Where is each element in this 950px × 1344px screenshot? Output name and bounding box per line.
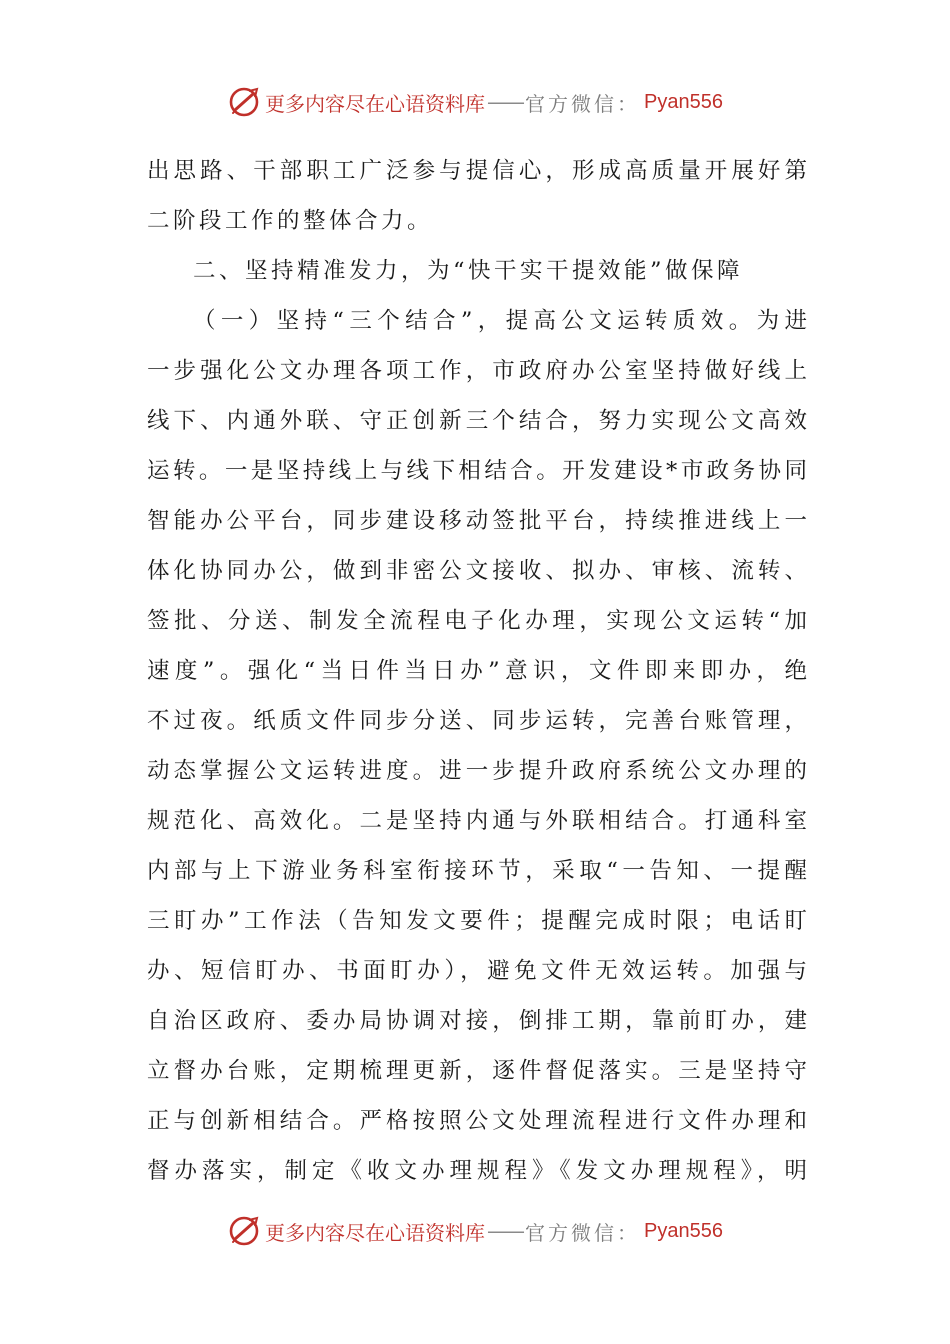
text-line-19: 立督办台账，定期梳理更新，逐件督促落实。三是坚持守 bbox=[147, 1058, 807, 1084]
text-line-15: 内部与上下游业务科室衔接环节，采取“一告知、一提醒 bbox=[147, 858, 807, 884]
text-line-13: 动态掌握公文运转进度。进一步提升政府系统公文办理的 bbox=[147, 758, 807, 784]
text-line-8: 智能办公平台，同步建设移动签批平台，持续推进线上一 bbox=[147, 508, 807, 534]
footer-dash: —— bbox=[487, 1219, 524, 1243]
header-banner bbox=[0, 82, 950, 122]
text-line-17: 办、短信盯办、书面盯办），避免文件无效运转。加强与 bbox=[147, 958, 807, 984]
pen-logo-icon bbox=[227, 85, 261, 119]
footer-wechat-id: Pyan556 bbox=[644, 1219, 723, 1242]
text-line-11: 速度”。强化“当日件当日办”意识，文件即来即办，绝 bbox=[147, 658, 807, 684]
footer-title: 更多内容尽在心语资料库 bbox=[265, 1220, 486, 1245]
header-dash: —— bbox=[487, 90, 524, 114]
subsection-heading-line: （一）坚持“三个结合”，提高公文运转质效。为进 bbox=[193, 308, 807, 334]
text-line-20: 正与创新相结合。严格按照公文处理流程进行文件办理和 bbox=[147, 1108, 807, 1134]
text-line-6: 线下、内通外联、守正创新三个结合，努力实现公文高效 bbox=[147, 408, 807, 434]
section-heading: 二、坚持精准发力，为“快干实干提效能”做保障 bbox=[193, 258, 744, 284]
footer-label: 官方微信： bbox=[525, 1220, 641, 1245]
header-wechat-id: Pyan556 bbox=[644, 90, 723, 113]
text-line-14: 规范化、高效化。二是坚持内通与外联相结合。打通科室 bbox=[147, 808, 807, 834]
text-line-9: 体化协同办公，做到非密公文接收、拟办、审核、流转、 bbox=[147, 558, 807, 584]
text-line-21: 督办落实，制定《收文办理规程》《发文办理规程》，明 bbox=[147, 1158, 807, 1184]
text-line-10: 签批、分送、制发全流程电子化办理，实现公文运转“加 bbox=[147, 608, 807, 634]
text-line-18: 自治区政府、委办局协调对接，倒排工期，靠前盯办，建 bbox=[147, 1008, 807, 1034]
pen-logo-icon bbox=[227, 1214, 261, 1248]
text-line-2: 二阶段工作的整体合力。 bbox=[147, 208, 434, 234]
footer-banner bbox=[0, 1211, 950, 1251]
text-line-1: 出思路、干部职工广泛参与提信心，形成高质量开展好第 bbox=[147, 158, 807, 184]
text-line-12: 不过夜。纸质文件同步分送、同步运转，完善台账管理， bbox=[147, 708, 807, 734]
header-label: 官方微信： bbox=[525, 91, 641, 116]
text-line-5: 一步强化公文办理各项工作，市政府办公室坚持做好线上 bbox=[147, 358, 807, 384]
text-line-7: 运转。一是坚持线上与线下相结合。开发建设*市政务协同 bbox=[147, 458, 807, 484]
text-line-16: 三盯办”工作法（告知发文要件；提醒完成时限；电话盯 bbox=[147, 908, 807, 934]
header-title: 更多内容尽在心语资料库 bbox=[265, 91, 486, 116]
document-body bbox=[147, 146, 807, 1196]
